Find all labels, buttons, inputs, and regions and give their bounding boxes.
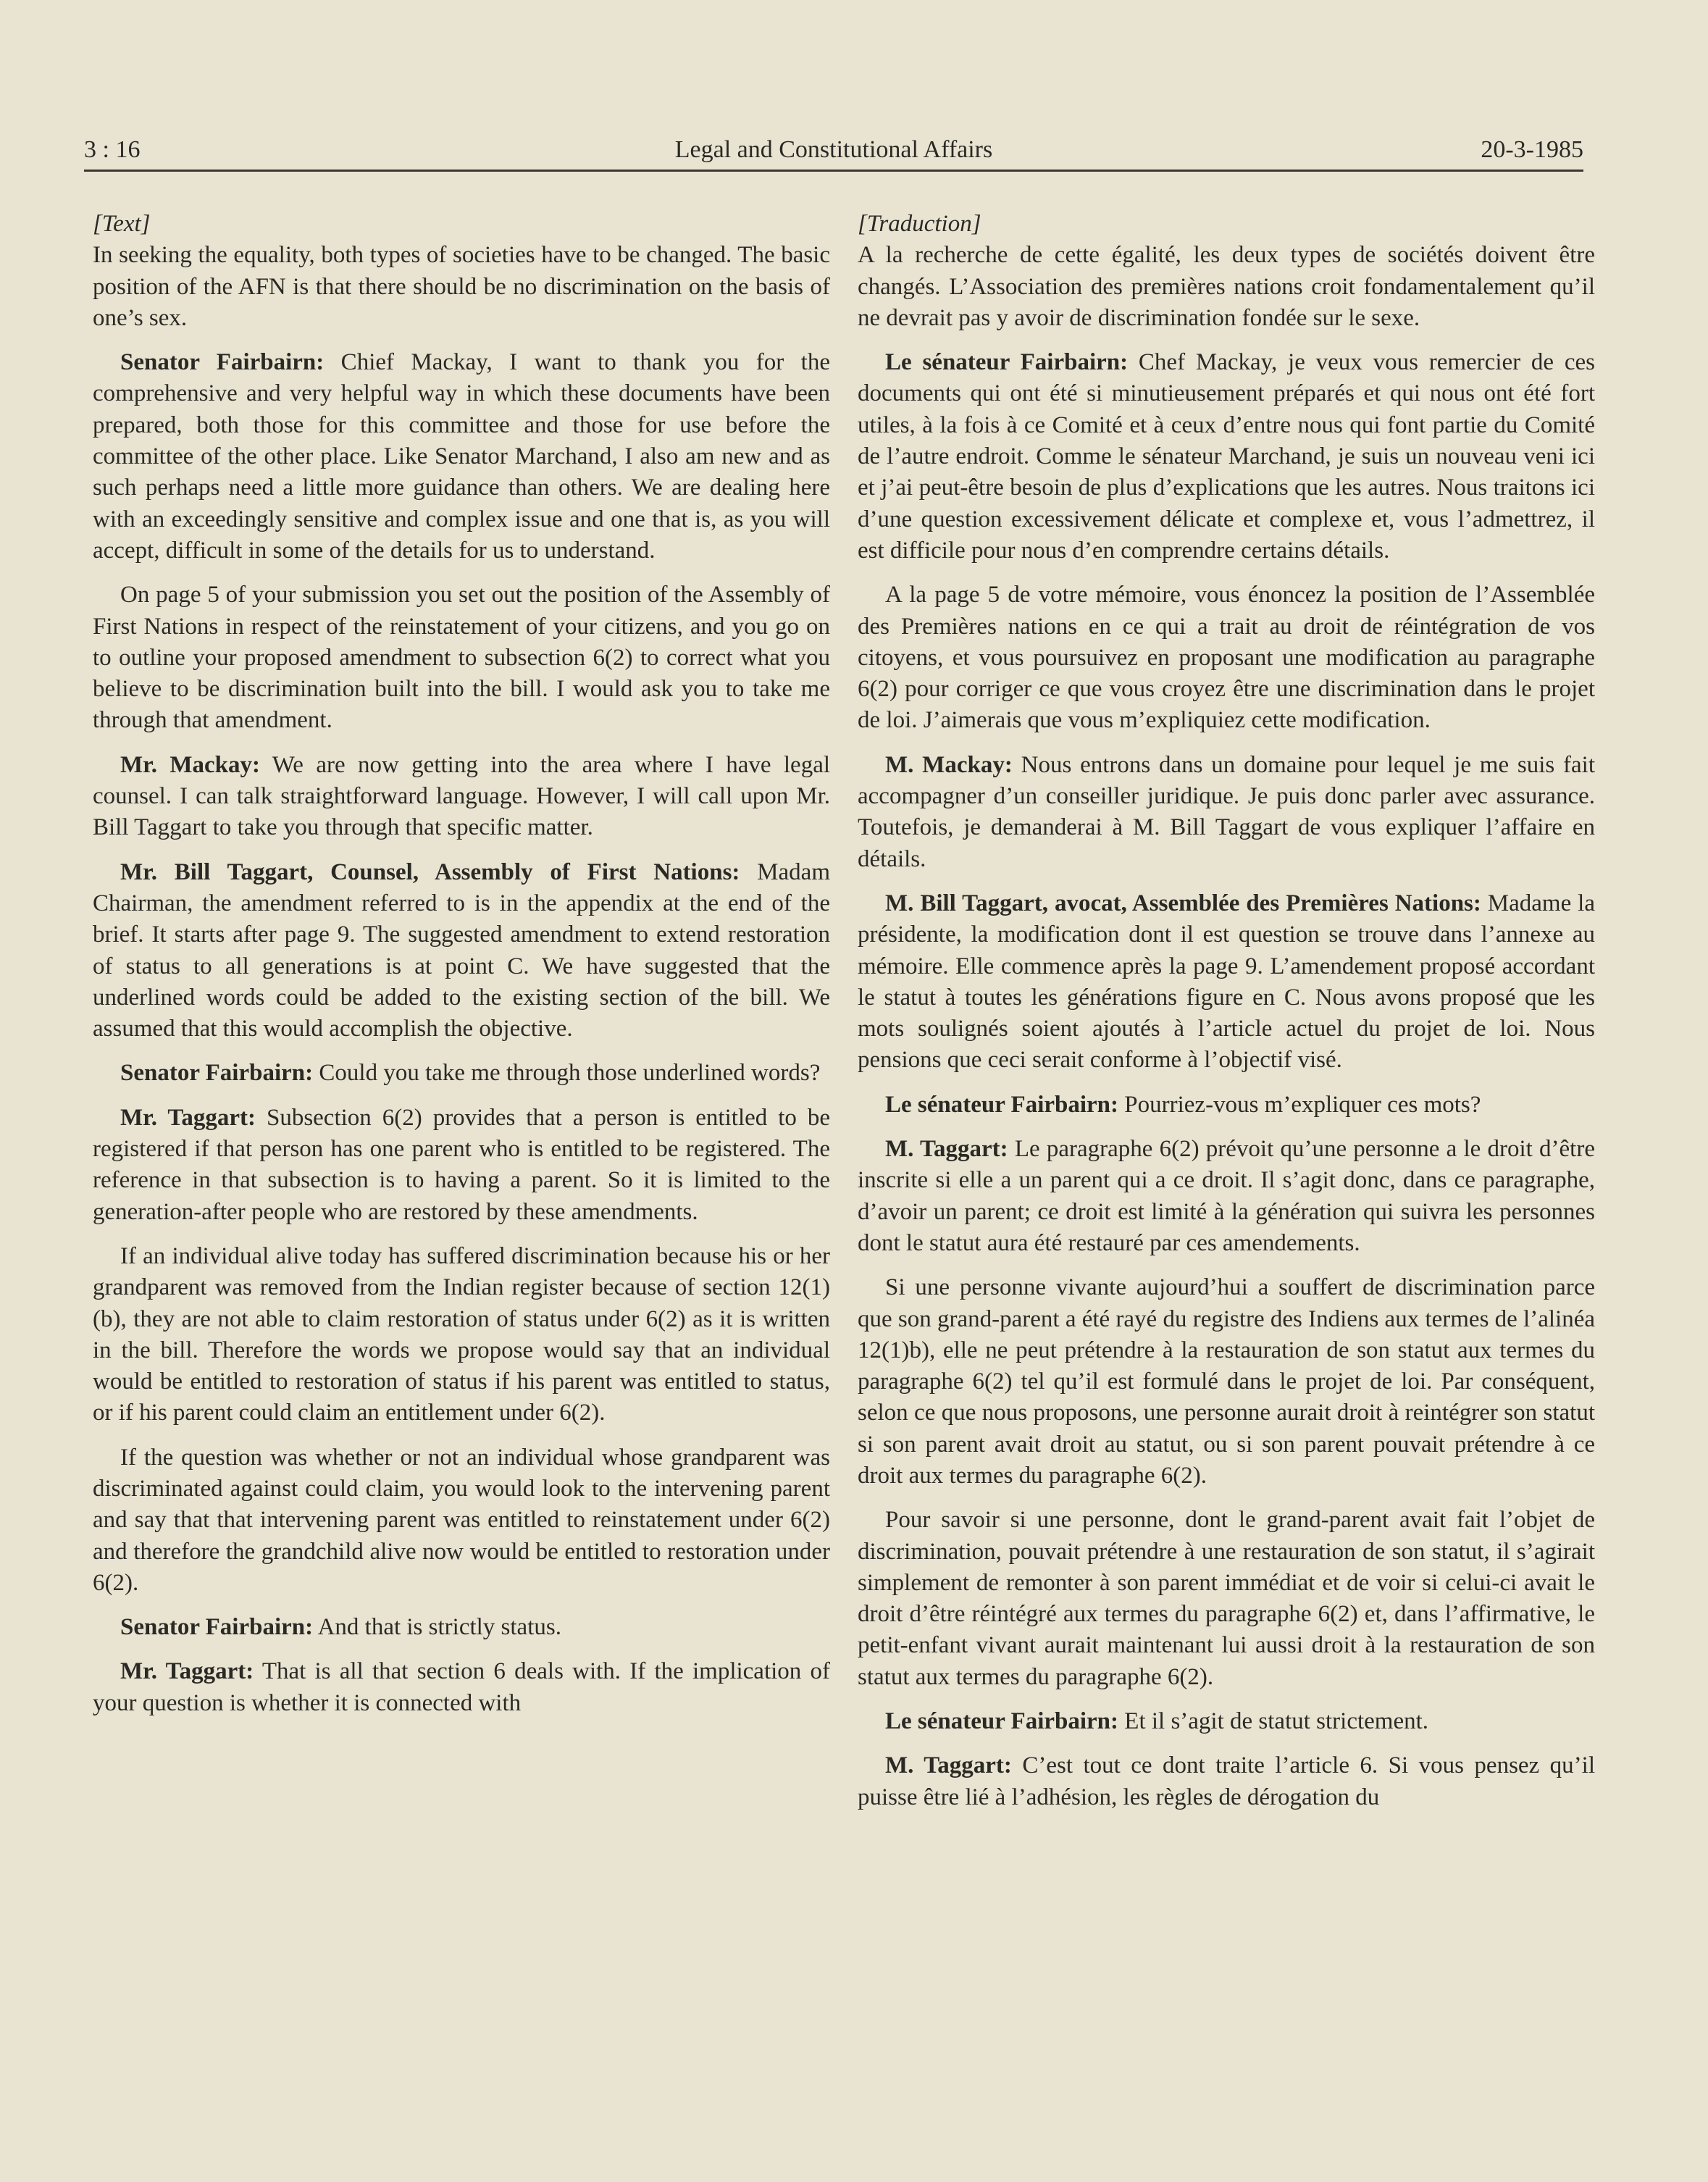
speaker-name: Mr. Bill Taggart, Counsel, Assembly of First Nations: [120, 858, 740, 885]
speech-text: Madame la présidente, la modification dont il est question se trouve dans l’annexe au mémoire. Elle commence après la page 9. L’amendement proposé accordant le statut à toutes les générations figure en C. Nous avons proposé que les mots soulignés soient ajoutés à l’article actuel du projet de loi. Nous pensions que ceci serait conforme à l’objectif visé. [858, 890, 1595, 1074]
speaker-name: M. Taggart: [885, 1136, 1008, 1163]
speaker-name: Mr. Taggart: [120, 1104, 256, 1131]
speaker-name: Senator Fairbairn: [120, 1614, 314, 1641]
paragraph: On page 5 of your submission you set out the position of the Assembly of First Nations in respect of the reinstatement of your citizens, and you go on to outline your proposed amendment to subsection 6(2) to correct what you believe to be discrimination built into the bill. I would ask you to take me through that amendment. [93, 582, 830, 734]
speech [93, 1058, 830, 1089]
speaker-name: Le sénateur Fairbairn: [885, 349, 1129, 376]
speech-text: Le paragraphe 6(2) prévoit qu’une personne a le droit d’être inscrite si elle a un parent qui a ce droit. Il s’agit donc, dans ce paragraphe, d’avoir un parent; ce droit est limité à la génération qui suivra les personnes dont le statut aura été restauré par ces amendements. [858, 1136, 1595, 1256]
speech-text: Could you take me through those underlined words? [313, 1060, 821, 1087]
speech-text: Pourriez-vous m’expliquer ces mots? [1118, 1091, 1481, 1118]
speech-text: Madam Chairman, the amendment referred to is in the appendix at the end of the brief. It starts after page 9. The suggested amendment to extend restoration of status to all generations is at point C. We have suggested that the underlined words could be added to the existing section of the bill. We assumed that this would accomplish the objective. [93, 858, 830, 1042]
speech [93, 1656, 830, 1719]
paragraph: A la page 5 de votre mémoire, vous énoncez la position de l’Assemblée des Premières nations en ce qui a trait au droit de réintégration de vos citoyens, et vous poursuivez en proposant une modification au paragraphe 6(2) pour corriger ce que vous croyez être une discrimination dans le projet de loi. J’aimerais que vous m’expliquiez cette modification. [858, 582, 1595, 734]
speaker-name: Senator Fairbairn: [120, 349, 325, 376]
paragraph: A la recherche de cette égalité, les deux types de sociétés doivent être changés. L’Association des premières nations croit fondamentalement qu’il ne devrait pas y avoir de discrimination fondée sur le sexe. [858, 242, 1595, 331]
speech [93, 347, 830, 567]
page-number: 3 : 16 [84, 136, 141, 163]
section-tag: [Traduction] [858, 211, 981, 237]
speech-text: And that is strictly status. [313, 1614, 561, 1641]
paragraph: Pour savoir si une personne, dont le grand-parent avait fait l’objet de discrimination, pouvait prétendre à une restauration de son statut, il s’agirait simplement de remonter à son parent immédiat et de voir si celui-ci avait le droit d’être réintégré aux termes du paragraphe 6(2) et, dans l’affirmative, le petit-enfant vivant aurait maintenant lui aussi droit à la restauration de son statut aux termes du paragraphe 6(2). [858, 1507, 1595, 1690]
speaker-name: M. Mackay: [885, 751, 1013, 778]
speech [858, 1090, 1595, 1121]
speech-text: Et il s’agit de statut strictement. [1118, 1708, 1429, 1735]
speaker-name: Le sénateur Fairbairn: [885, 1708, 1119, 1735]
speech [93, 1103, 830, 1228]
english-column [93, 209, 830, 1732]
speech [93, 750, 830, 844]
speech [858, 347, 1595, 567]
speaker-name: M. Bill Taggart, avocat, Assemblée des Premières Nations: [885, 890, 1481, 916]
paragraph: Si une personne vivante aujourd’hui a souffert de discrimination parce que son grand-parent a été rayé du registre des Indiens aux termes de l’alinéa 12(1)b), elle ne peut prétendre à la restauration de son statut aux termes du paragraphe 6(2) tel qu’il est formulé dans le projet de loi. Par conséquent, selon ce que nous proposons, une personne aurait droit à reintégrer son statut si son parent avait droit au statut, ou si son parent pouvait prétendre à ce droit aux termes du paragraphe 6(2). [858, 1274, 1595, 1489]
speech [858, 1134, 1595, 1259]
speaker-name: Mr. Taggart: [120, 1658, 254, 1685]
paragraph: If the question was whether or not an individual whose grandparent was discriminated against could claim, you would look to the intervening parent and say that that intervening parent was entitled to reinstatement under 6(2) and therefore the grandchild alive now would be entitled to restoration under 6(2). [93, 1444, 830, 1596]
speaker-name: Le sénateur Fairbairn: [885, 1091, 1119, 1118]
speech-text: We are now getting into the area where I have legal counsel. I can talk straightforward language. However, I will call upon Mr. Bill Taggart to take you through that specific matter. [93, 751, 831, 841]
speech [858, 888, 1595, 1077]
speaker-name: Mr. Mackay: [120, 751, 261, 778]
section-tag: [Text] [93, 211, 151, 237]
speech [93, 857, 830, 1045]
french-column [858, 209, 1595, 1826]
speech-text: Chef Mackay, je veux vous remercier de ces documents qui ont été si minutieusement préparés et qui nous ont été fort utiles, à la fois à ce Comité et à ceux d’entre nous qui font partie du Comité de l’autre endroit. Comme le sénateur Marchand, je suis un nouveau veni ici et j’ai peut-être besoin de plus d’explications que les autres. Nous traitons ici d’une question excessivement délicate et complexe et, vous l’admettrez, il est difficile pour nous d’en comprendre certains détails. [858, 349, 1595, 564]
speech-text: Subsection 6(2) provides that a person is entitled to be registered if that person has one parent who is entitled to be registered. The reference in that subsection is to having a parent. So it is limited to the generation-after people who are restored by these amendments. [93, 1104, 830, 1225]
paragraph: In seeking the equality, both types of societies have to be changed. The basic position of the AFN is that there should be no discrimination on the basis of one’s sex. [93, 242, 830, 331]
page-date: 20-3-1985 [1481, 136, 1583, 163]
speech-text: Chief Mackay, I want to thank you for the comprehensive and very helpful way in which these documents have been prepared, both those for this committee and those for use before the committee of the other place. Like Senator Marchand, I also am new and as such perhaps need a little more guidance than others. We are dealing here with an exceedingly sensitive and complex issue and one that is, as you will accept, difficult in some of the details for us to understand. [93, 349, 830, 564]
speech [858, 1750, 1595, 1813]
speech [93, 1612, 830, 1643]
speech-text: C’est tout ce dont traite l’article 6. Si vous pensez qu’il puisse être lié à l’adhésion, les règles de dérogation du [858, 1752, 1595, 1810]
speech [858, 750, 1595, 875]
paragraph: If an individual alive today has suffered discrimination because his or her grandparent was removed from the Indian register because of section 12(1)(b), they are not able to claim restoration of status under 6(2) as it is written in the bill. Therefore the words we propose would say that an individual would be entitled to restoration of status if his parent was entitled to status, or if his parent could claim an entitlement under 6(2). [93, 1242, 830, 1426]
page-title: Legal and Constitutional Affairs [674, 136, 993, 163]
speech-text: That is all that section 6 deals with. If the implication of your question is whether it is connected with [93, 1658, 831, 1716]
speaker-name: Senator Fairbairn: [120, 1060, 314, 1087]
speaker-name: M. Taggart: [885, 1752, 1012, 1779]
running-header [84, 129, 1583, 172]
speech [858, 1706, 1595, 1737]
speech-text: Nous entrons dans un domaine pour lequel je me suis fait accompagner d’un conseiller juridique. Je puis donc parler avec assurance. Toutefois, je demanderai à M. Bill Taggart de vous expliquer l’affaire en détails. [858, 751, 1595, 872]
